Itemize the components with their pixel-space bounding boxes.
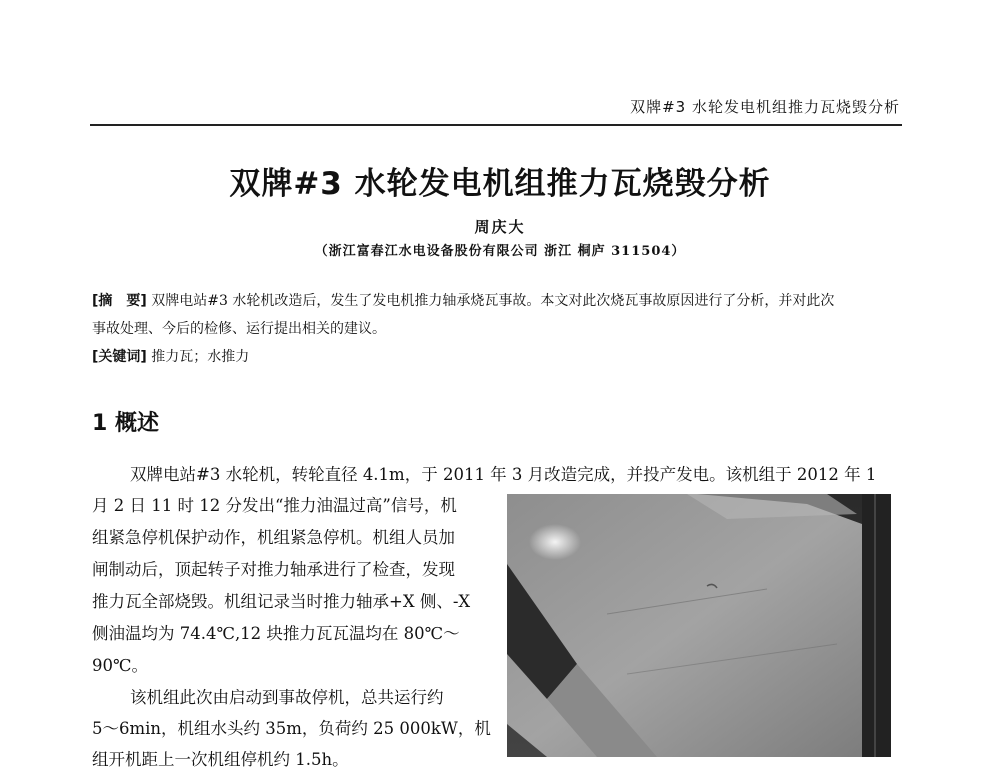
keywords-text: 推力瓦；水推力 (151, 349, 250, 365)
body-line: 该机组此次由启动到事故停机，总共运行约 (130, 688, 444, 707)
body-line: 组紧急停机保护动作，机组紧急停机。机组人员加 (92, 528, 455, 547)
body-line: 推力瓦全部烧毁。机组记录当时推力轴承+X 侧、-X (92, 592, 471, 611)
body-line: 5～6min，机组水头约 35m，负荷约 25 000kW，机 (92, 719, 491, 738)
body-line: 月 2 日 11 时 12 分发出“推力油温过高”信号，机 (92, 496, 457, 515)
author-affiliation: （浙江富春江水电设备股份有限公司 浙江 桐庐 311504） (314, 244, 686, 259)
figure-photo (507, 494, 891, 757)
body-line: 组开机距上一次机组停机约 1.5h。 (92, 750, 349, 769)
burned-thrust-pad-photo-icon (507, 494, 891, 757)
section-heading: 1 概述 (92, 411, 159, 436)
abstract-text-1: 双牌电站#3 水轮机改造后，发生了发电机推力轴承烧瓦事故。本文对此次烧瓦事故原因进行了分析，并对此次 (151, 293, 835, 309)
body-line: 侧油温均为 74.4℃,12 块推力瓦瓦温均在 80℃～ (92, 624, 460, 643)
abstract-line-1 (92, 288, 904, 314)
abstract-line-2: 事故处理、今后的检修、运行提出相关的建议。 (92, 321, 386, 337)
author-name: 周庆大 (474, 218, 526, 236)
paper-title: 双牌#3 水轮发电机组推力瓦烧毁分析 (229, 166, 771, 202)
header-rule (90, 124, 902, 126)
body-line: 双牌电站#3 水轮机，转轮直径 4.1m，于 2011 年 3 月改造完成，并投产发电。该机组于 2012 年 1 (130, 465, 877, 484)
body-line: 90℃。 (92, 656, 148, 675)
abstract-label: [摘 要] (92, 293, 147, 309)
running-header: 双牌#3 水轮发电机组推力瓦烧毁分析 (630, 98, 900, 116)
keywords-label: [关键词] (92, 349, 147, 365)
body-line: 闸制动后，顶起转子对推力轴承进行了检查，发现 (92, 560, 455, 579)
keywords-line (92, 344, 904, 370)
